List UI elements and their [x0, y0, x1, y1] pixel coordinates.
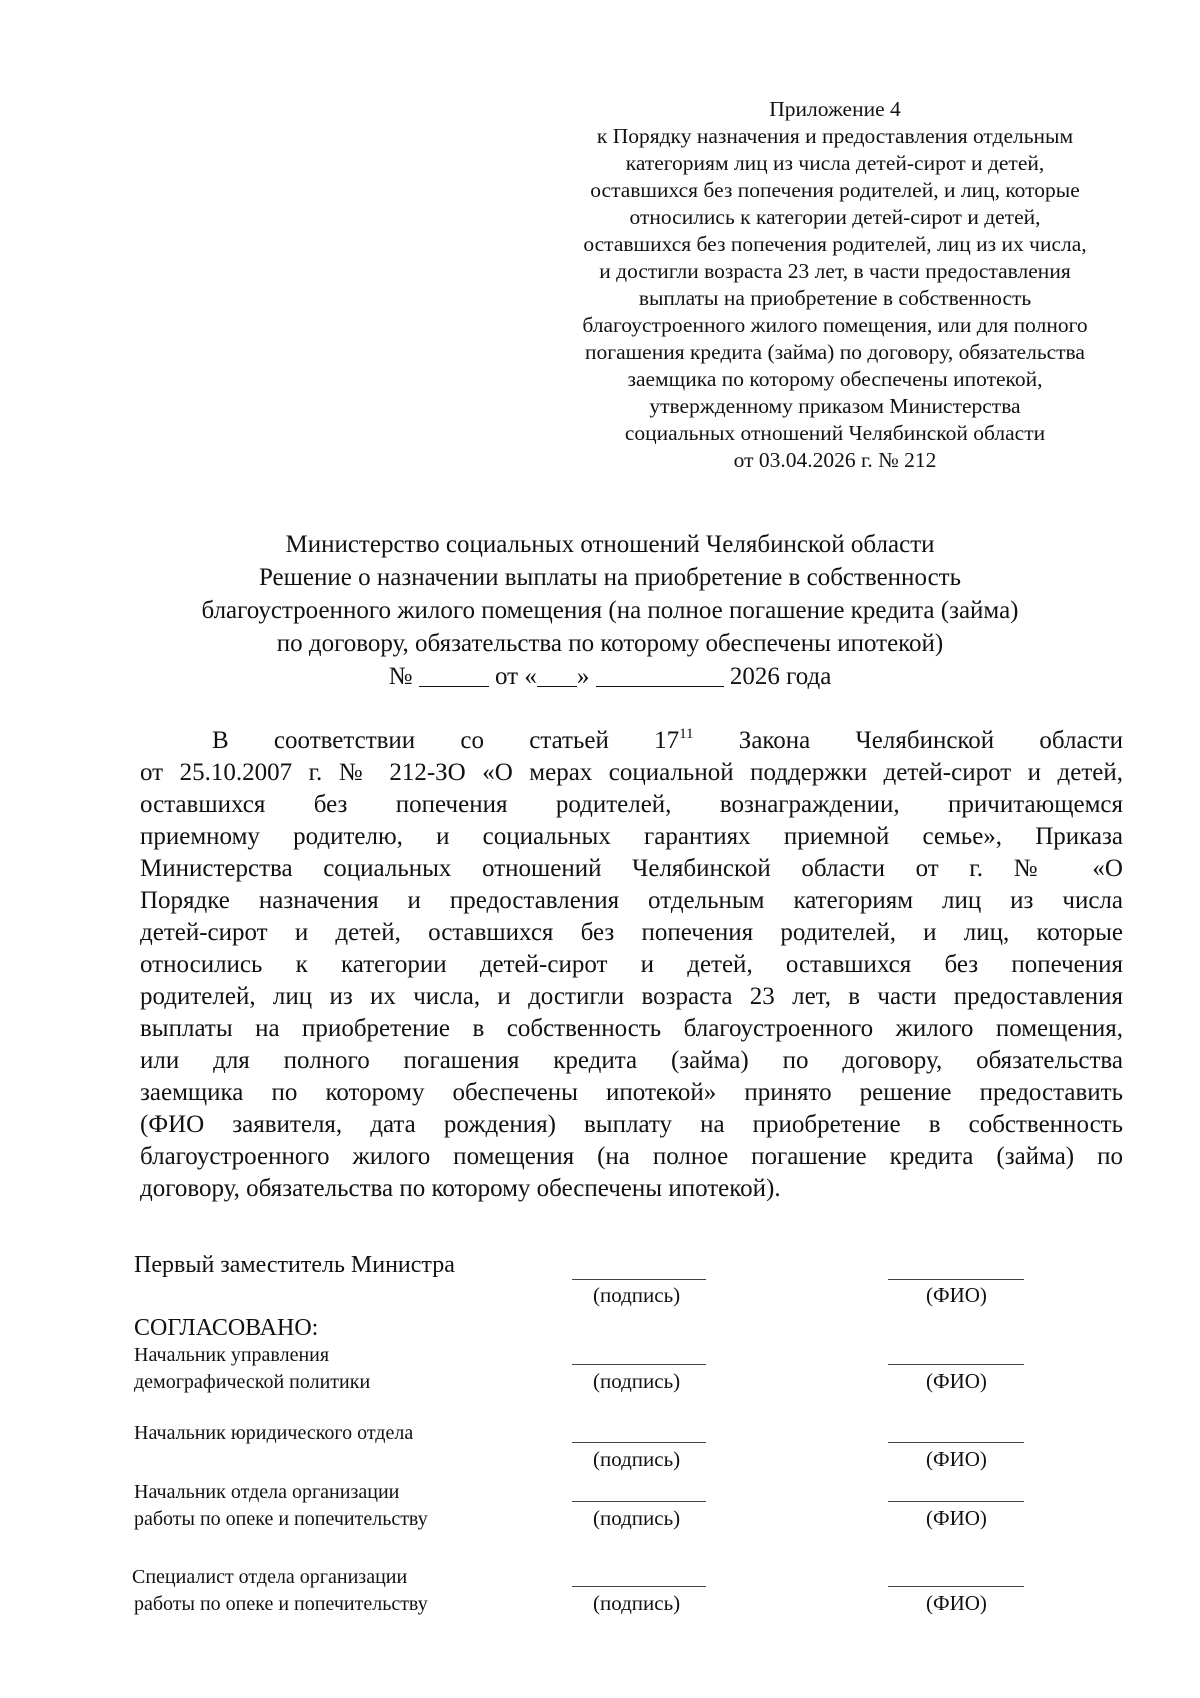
appendix-line: к Порядку назначения и предоставления отдельным	[596, 124, 1074, 148]
fio-line	[888, 1364, 1024, 1365]
signatory-title: Начальник отдела организации	[134, 1481, 400, 1503]
body-line: оставшихся без попечения родителей, вознаграждении, причитающемся	[140, 791, 1123, 818]
signature-caption: (подпись)	[593, 1369, 681, 1393]
date-from-label: от «	[495, 663, 537, 690]
fio-caption: (ФИО)	[926, 1591, 987, 1615]
body-line: или для полного погашения кредита (займа) по договору, обязательства	[140, 1047, 1123, 1074]
signature-line	[572, 1501, 706, 1502]
signature-line	[572, 1442, 706, 1443]
fio-caption: (ФИО)	[926, 1283, 987, 1307]
body-line: от 25.10.2007 г. № 212-ЗО «О мерах социальной поддержки детей-сирот и детей,	[140, 759, 1123, 786]
number-blank	[419, 661, 489, 687]
title-line: Министерство социальных отношений Челябинской области	[285, 531, 935, 558]
appendix-line: от 03.04.2026 г. № 212	[733, 448, 937, 472]
year-label: 2026 года	[729, 663, 832, 690]
fio-line	[888, 1501, 1024, 1502]
decision-body	[140, 725, 1123, 1205]
fio-line	[888, 1586, 1024, 1587]
appendix-line: и достигли возраста 23 лет, в части предоставления	[599, 259, 1071, 283]
number-sign: №	[388, 663, 413, 690]
fio-caption: (ФИО)	[926, 1369, 987, 1393]
title-line: по договору, обязательства по которому обеспечены ипотекой)	[276, 630, 944, 657]
body-line: договору, обязательства по которому обеспечены ипотекой).	[140, 1175, 781, 1202]
fio-caption: (ФИО)	[926, 1506, 987, 1530]
body-line	[140, 725, 1123, 757]
decision-number-line	[120, 660, 1100, 693]
fio-line	[888, 1442, 1024, 1443]
title-line: благоустроенного жилого помещения (на полное погашение кредита (займа)	[201, 597, 1019, 624]
day-blank	[537, 661, 577, 687]
body-line: (ФИО заявителя, дата рождения) выплату на приобретение в собственность	[140, 1111, 1123, 1138]
document-title	[120, 528, 1100, 693]
signatory-title: Первый заместитель Министра	[134, 1252, 455, 1278]
appendix-line: выплаты на приобретение в собственность	[638, 286, 1032, 310]
body-line: заемщика по которому обеспечены ипотекой» принято решение предоставить	[140, 1079, 1123, 1106]
body-line: относились к категории детей-сирот и детей, оставшихся без попечения	[140, 951, 1123, 978]
appendix-line: относились к категории детей-сирот и детей,	[629, 205, 1041, 229]
fio-caption: (ФИО)	[926, 1447, 987, 1471]
signature-line	[572, 1279, 706, 1280]
signatory-title: Специалист отдела организации	[132, 1566, 408, 1588]
body-line: Министерства социальных отношений Челябинской области от г. № «О	[140, 855, 1123, 882]
signature-caption: (подпись)	[593, 1506, 681, 1530]
appendix-line: социальных отношений Челябинской области	[624, 421, 1046, 445]
appendix-line: оставшихся без попечения родителей, лиц из их числа,	[583, 232, 1087, 256]
fio-line	[888, 1279, 1024, 1280]
title-line: Решение о назначении выплаты на приобретение в собственность	[258, 564, 961, 591]
signature-line	[572, 1586, 706, 1587]
signature-caption: (подпись)	[593, 1283, 681, 1307]
date-close-quote: »	[576, 663, 590, 690]
appendix-line: погашения кредита (займа) по договору, обязательства	[585, 340, 1085, 364]
signature-caption: (подпись)	[593, 1591, 681, 1615]
body-line: выплаты на приобретение в собственность благоустроенного жилого помещения,	[140, 1015, 1123, 1042]
body-text-b: Закона Челябинской области	[693, 727, 1123, 754]
agreed-heading: СОГЛАСОВАНО:	[134, 1315, 319, 1341]
appendix-line: утвержденному приказом Министерства	[649, 394, 1021, 418]
month-blank	[596, 661, 724, 687]
appendix-line: категориям лиц из числа детей-сирот и детей,	[625, 151, 1045, 175]
appendix-line: благоустроенного жилого помещения, или для полного	[582, 313, 1088, 337]
body-text-a: В соответствии со статьей 17	[212, 727, 680, 754]
signature-caption: (подпись)	[593, 1447, 681, 1471]
body-line: приемному родителю, и социальных гарантиях приемной семье», Приказа	[140, 823, 1123, 850]
appendix-line: заемщика по которому обеспечены ипотекой,	[627, 367, 1043, 391]
signatory-title: работы по опеке и попечительству	[134, 1593, 428, 1615]
appendix-line: оставшихся без попечения родителей, и лиц, которые	[590, 178, 1080, 202]
appendix-header	[540, 96, 1130, 474]
signatory-title: работы по опеке и попечительству	[134, 1508, 428, 1530]
body-line: родителей, лиц из их числа, и достигли возраста 23 лет, в части предоставления	[140, 983, 1123, 1010]
body-line: Порядке назначения и предоставления отдельным категориям лиц из числа	[140, 887, 1123, 914]
appendix-line: Приложение 4	[769, 97, 901, 121]
article-superscript: 11	[679, 726, 694, 742]
body-line: детей-сирот и детей, оставшихся без попечения родителей, и лиц, которые	[140, 919, 1123, 946]
signatory-title: Начальник юридического отдела	[134, 1422, 414, 1444]
signatory-title: демографической политики	[134, 1371, 371, 1393]
signature-line	[572, 1364, 706, 1365]
signatory-title: Начальник управления	[134, 1344, 330, 1366]
body-line: благоустроенного жилого помещения (на полное погашение кредита (займа) по	[140, 1143, 1123, 1170]
